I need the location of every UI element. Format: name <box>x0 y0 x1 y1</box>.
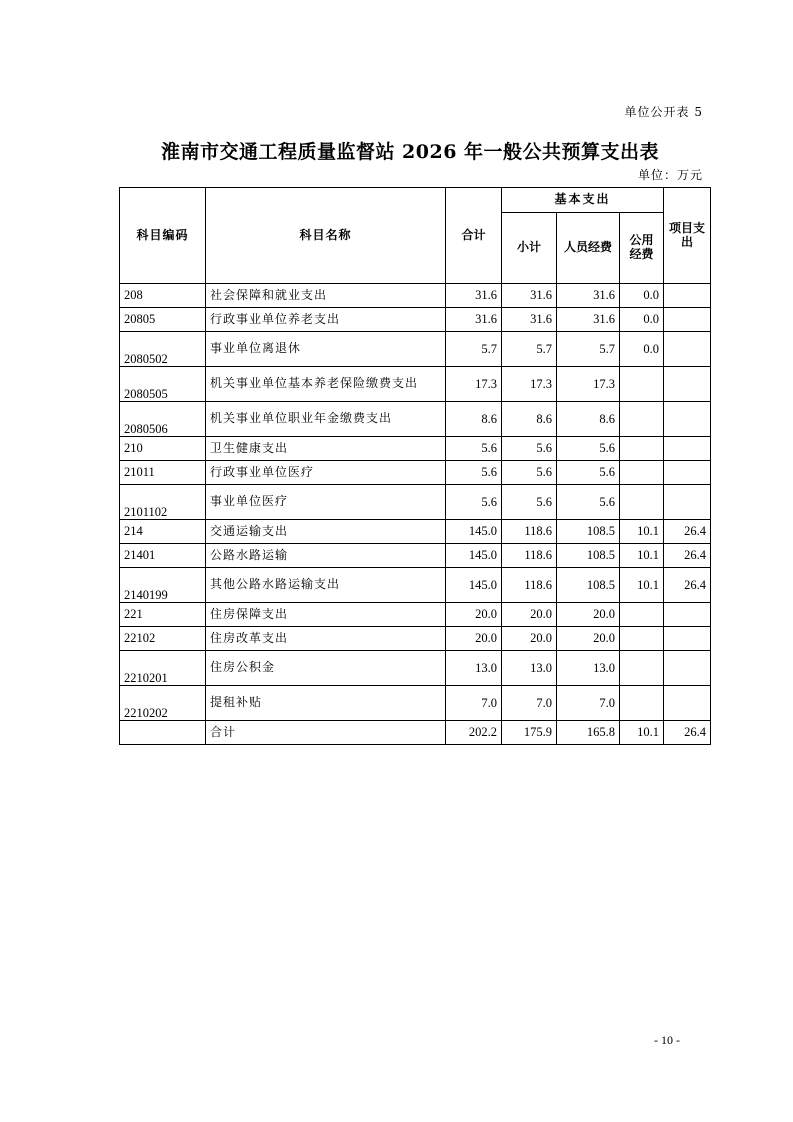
row-project <box>664 461 711 485</box>
table-row <box>120 402 711 437</box>
row-subtotal: 7.0 <box>502 686 557 721</box>
header-subtotal: 小计 <box>502 213 557 284</box>
row-public <box>620 461 664 485</box>
row-personnel: 108.5 <box>557 544 620 568</box>
row-name: 其他公路水路运输支出 <box>206 568 446 603</box>
row-public <box>620 686 664 721</box>
row-code: 210 <box>120 437 206 461</box>
row-name: 住房保障支出 <box>206 603 446 627</box>
table-row <box>120 603 711 627</box>
row-total: 8.6 <box>446 402 502 437</box>
row-total: 20.0 <box>446 627 502 651</box>
row-code: 2080502 <box>120 332 206 367</box>
row-personnel: 31.6 <box>557 308 620 332</box>
total-row <box>120 721 711 745</box>
row-personnel: 108.5 <box>557 520 620 544</box>
row-total: 145.0 <box>446 520 502 544</box>
row-subtotal: 8.6 <box>502 402 557 437</box>
row-subtotal: 118.6 <box>502 568 557 603</box>
header-personnel: 人员经费 <box>557 213 620 284</box>
row-public <box>620 485 664 520</box>
row-total: 31.6 <box>446 284 502 308</box>
row-total: 20.0 <box>446 603 502 627</box>
row-project <box>664 485 711 520</box>
row-project: 26.4 <box>664 544 711 568</box>
header-project: 项目支出 <box>664 188 711 284</box>
row-total: 145.0 <box>446 544 502 568</box>
row-total: 5.6 <box>446 485 502 520</box>
row-subtotal: 31.6 <box>502 308 557 332</box>
row-public <box>620 651 664 686</box>
page-number: - 10 - <box>654 1033 680 1047</box>
row-name: 事业单位离退休 <box>206 332 446 367</box>
table-row <box>120 627 711 651</box>
row-project <box>664 402 711 437</box>
table-row <box>120 520 711 544</box>
table-row <box>120 284 711 308</box>
row-project: 26.4 <box>664 568 711 603</box>
row-code: 2140199 <box>120 568 206 603</box>
row-name: 交通运输支出 <box>206 520 446 544</box>
total-project: 26.4 <box>664 721 711 745</box>
total-subtotal: 175.9 <box>502 721 557 745</box>
row-total: 5.6 <box>446 437 502 461</box>
row-code: 2210202 <box>120 686 206 721</box>
row-project <box>664 686 711 721</box>
row-code: 2080505 <box>120 367 206 402</box>
row-project <box>664 603 711 627</box>
row-subtotal: 20.0 <box>502 627 557 651</box>
table-row <box>120 568 711 603</box>
table-row <box>120 686 711 721</box>
row-name: 行政事业单位养老支出 <box>206 308 446 332</box>
row-name: 住房改革支出 <box>206 627 446 651</box>
total-code <box>120 721 206 745</box>
row-subtotal: 5.6 <box>502 485 557 520</box>
row-personnel: 13.0 <box>557 651 620 686</box>
header-name: 科目名称 <box>206 188 446 284</box>
row-project: 26.4 <box>664 520 711 544</box>
row-subtotal: 118.6 <box>502 544 557 568</box>
row-public: 0.0 <box>620 284 664 308</box>
total-label: 合计 <box>206 721 446 745</box>
table-row <box>120 544 711 568</box>
row-code: 21011 <box>120 461 206 485</box>
row-personnel: 20.0 <box>557 603 620 627</box>
unit-label: 单位：万元 <box>637 168 703 182</box>
table-row <box>120 437 711 461</box>
row-subtotal: 5.6 <box>502 437 557 461</box>
row-code: 214 <box>120 520 206 544</box>
table-row <box>120 308 711 332</box>
row-name: 行政事业单位医疗 <box>206 461 446 485</box>
row-code: 208 <box>120 284 206 308</box>
header-public: 公用经费 <box>620 213 664 284</box>
row-name: 社会保障和就业支出 <box>206 284 446 308</box>
row-personnel: 20.0 <box>557 627 620 651</box>
row-project <box>664 367 711 402</box>
budget-table <box>119 187 711 745</box>
row-subtotal: 20.0 <box>502 603 557 627</box>
row-subtotal: 5.7 <box>502 332 557 367</box>
row-personnel: 108.5 <box>557 568 620 603</box>
row-name: 住房公积金 <box>206 651 446 686</box>
table-row <box>120 461 711 485</box>
row-total: 31.6 <box>446 308 502 332</box>
row-public <box>620 627 664 651</box>
row-personnel: 31.6 <box>557 284 620 308</box>
row-total: 145.0 <box>446 568 502 603</box>
table-row <box>120 485 711 520</box>
row-personnel: 5.6 <box>557 461 620 485</box>
row-name: 卫生健康支出 <box>206 437 446 461</box>
row-project <box>664 627 711 651</box>
row-project <box>664 332 711 367</box>
row-public <box>620 367 664 402</box>
total-public: 10.1 <box>620 721 664 745</box>
row-public <box>620 437 664 461</box>
row-personnel: 17.3 <box>557 367 620 402</box>
row-public: 10.1 <box>620 520 664 544</box>
row-personnel: 7.0 <box>557 686 620 721</box>
table-label: 单位公开表 5 <box>624 105 703 119</box>
row-personnel: 5.6 <box>557 437 620 461</box>
row-personnel: 5.6 <box>557 485 620 520</box>
row-public: 10.1 <box>620 568 664 603</box>
table-row <box>120 332 711 367</box>
table-row <box>120 367 711 402</box>
row-public: 10.1 <box>620 544 664 568</box>
row-public <box>620 402 664 437</box>
row-code: 2080506 <box>120 402 206 437</box>
row-name: 事业单位医疗 <box>206 485 446 520</box>
row-code: 221 <box>120 603 206 627</box>
row-name: 提租补贴 <box>206 686 446 721</box>
page-title: 淮南市交通工程质量监督站 2026 年一般公共预算支出表 <box>160 141 660 163</box>
row-project <box>664 284 711 308</box>
total-total: 202.2 <box>446 721 502 745</box>
row-name: 机关事业单位基本养老保险缴费支出 <box>206 367 446 402</box>
row-project <box>664 437 711 461</box>
row-public: 0.0 <box>620 308 664 332</box>
row-subtotal: 5.6 <box>502 461 557 485</box>
row-personnel: 8.6 <box>557 402 620 437</box>
row-code: 2101102 <box>120 485 206 520</box>
row-subtotal: 118.6 <box>502 520 557 544</box>
row-public: 0.0 <box>620 332 664 367</box>
row-total: 17.3 <box>446 367 502 402</box>
row-code: 21401 <box>120 544 206 568</box>
row-subtotal: 17.3 <box>502 367 557 402</box>
row-total: 7.0 <box>446 686 502 721</box>
row-public <box>620 603 664 627</box>
header-code: 科目编码 <box>120 188 206 284</box>
row-code: 20805 <box>120 308 206 332</box>
header-basic: 基本支出 <box>502 188 664 213</box>
row-code: 22102 <box>120 627 206 651</box>
row-total: 5.6 <box>446 461 502 485</box>
row-project <box>664 308 711 332</box>
header-total: 合计 <box>446 188 502 284</box>
row-code: 2210201 <box>120 651 206 686</box>
total-personnel: 165.8 <box>557 721 620 745</box>
row-name: 公路水路运输 <box>206 544 446 568</box>
row-personnel: 5.7 <box>557 332 620 367</box>
row-subtotal: 31.6 <box>502 284 557 308</box>
row-subtotal: 13.0 <box>502 651 557 686</box>
row-total: 13.0 <box>446 651 502 686</box>
row-name: 机关事业单位职业年金缴费支出 <box>206 402 446 437</box>
row-project <box>664 651 711 686</box>
table-row <box>120 651 711 686</box>
row-total: 5.7 <box>446 332 502 367</box>
